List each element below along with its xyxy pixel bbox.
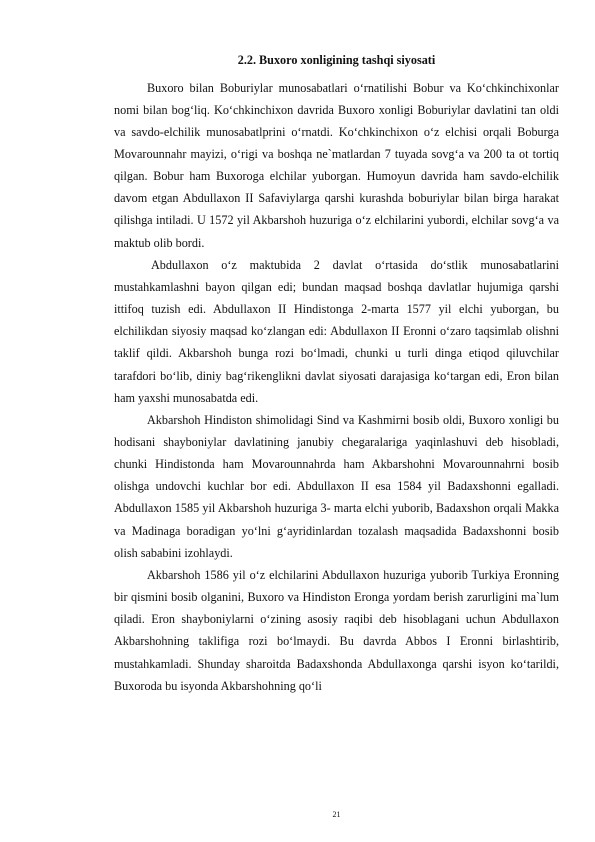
- paragraph-1: Buxoro bilan Boburiylar munosabatlari o‘rnatilishi Bobur va Ko‘chkinchixonlar nomi bilan bog‘liq. Ko‘chkinchixon davrida Buxoro xonligi Boburiylar davlatini tan oldi va savdo-elchilik munosabatlprini o‘rnatdi. Ko‘chkinchixon o‘z elchisi orqali Boburga Movarounnahr mayizi, o‘rigi va boshqa ne`matlardan 7 tuyada sovg‘a va 200 ta ot tortiq qilgan. Bobur ham Buxoroga elchilar yuborgan. Humoyun davrida ham savdo-elchilik davom etgan Abdullaxon II Safaviylarga qarshi kurashda boburiylar bilan birga harakat qilishga intiladi. U 1572 yil Akbarshoh huzuriga o‘z elchilarini yubordi, elchilar sovg‘a va maktub olib bordi.: [114, 80, 559, 250]
- paragraph-2: Abdullaxon o‘z maktubida 2 davlat o‘rtasida do‘stlik munosabatlarini mustahkamlashni bayon qilgan edi; bundan maqsad boshqa davlatlar hujumiga qarshi ittifoq tuzish edi. Abdullaxon II Hindistonga 2-marta 1577 yil elchi yuborgan, bu elchilikdan siyosiy maqsad ko‘zlangan edi: Abdullaxon II Eronni o‘zaro taqsimlab olishni taklif qildi. Akbarshoh bunga rozi bo‘lmadi, chunki u turli dinga etiqod qiluvchilar tarafdori bo‘lib, diniy bag‘rikenglikni davlat siyosati darajasiga ko‘targan edi, Eron bilan ham yaxshi munosabatda edi.: [114, 257, 559, 405]
- section-title: 2.2. Buxoro xonligining tashqi siyosati: [237, 53, 436, 67]
- page-number: 21: [332, 810, 341, 819]
- paragraph-3: Akbarshoh Hindiston shimolidagi Sind va Kashmirni bosib oldi, Buxoro xonligi bu hodisani shayboniylar davlatining janubiy chegaralariga yaqinlashuvi deb hisobladi, chunki Hindistonda ham Movarounnahrda ham Akbarshohni Movarounnahrni bosib olishga undovchi kuchlar bor edi. Abdullaxon II esa 1584 yil Badaxshonni egalladi. Abdullaxon 1585 yil Akbarshoh huzuriga 3- marta elchi yuborib, Badaxshon orqali Makka va Madinaga boradigan yo‘lni g‘ayridinlardan tozalash maqsadida Badaxshonni bosib olish sababini izohlaydi.: [114, 412, 559, 560]
- paragraph-4: Akbarshoh 1586 yil o‘z elchilarini Abdullaxon huzuriga yuborib Turkiya Eronning bir qismini bosib olganini, Buxoro va Hindiston Eronga yordam berish zarurligini ma`lum qiladi. Eron shayboniylarni o‘zining asosiy raqibi deb hisoblagani uchun Abdullaxon Akbarshohning taklifiga rozi bo‘lmaydi. Bu davrda Abbos I Eronni birlashtirib, mustahkamladi. Shunday sharoitda Badaxshonda Abdullaxonga qarshi isyon ko‘tarildi, Buxoroda bu isyonda Akbarshohning qo‘li: [114, 567, 559, 693]
- body-text: [114, 77, 559, 697]
